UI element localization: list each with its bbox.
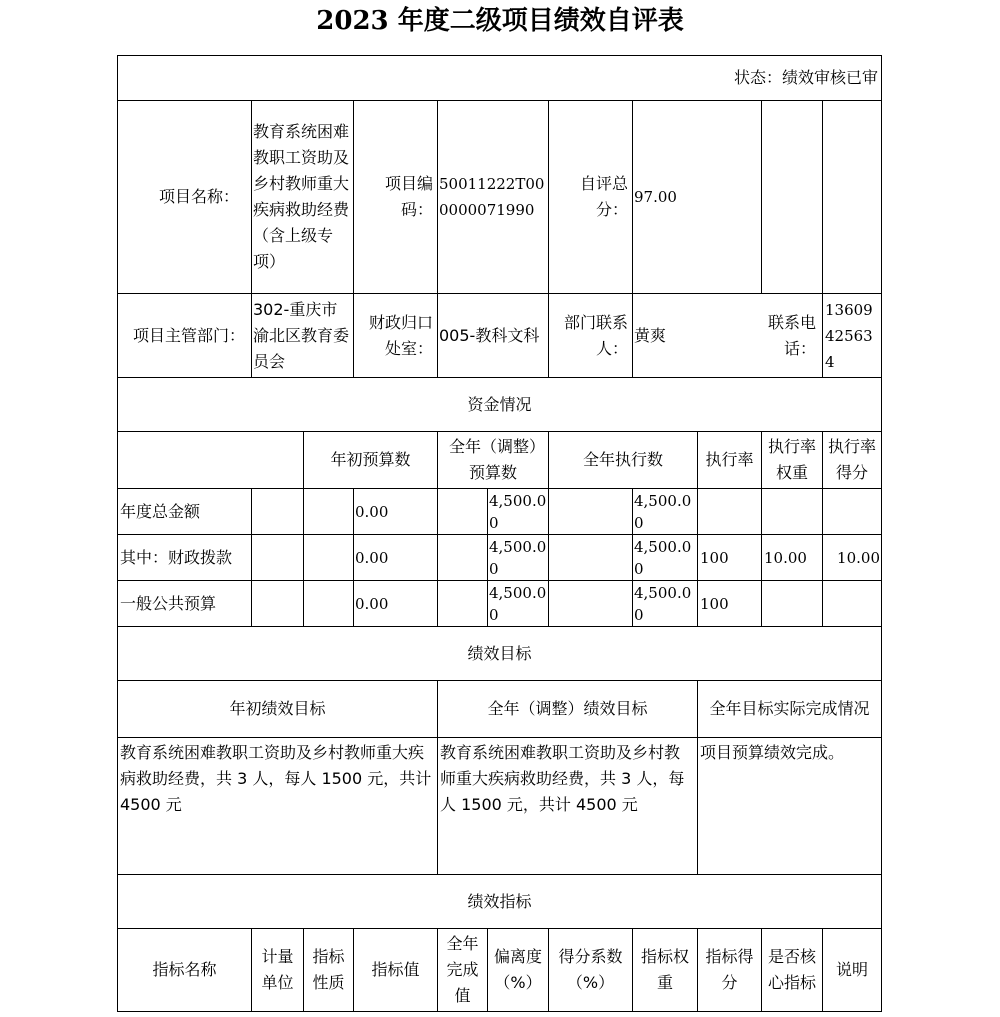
page-title: 2023 年度二级项目绩效自评表 <box>316 6 684 36</box>
indicator-header-deviation: 偏离度（%） <box>493 947 542 992</box>
project-code-label: 项目编码： <box>384 174 433 219</box>
funds-row-initial: 0.00 <box>355 502 389 521</box>
col-divider <box>251 488 252 626</box>
goals-section-title: 绩效目标 <box>467 643 532 663</box>
status-label: 状态：绩效审核已审 <box>733 68 878 87</box>
funds-row-rate <box>698 489 761 534</box>
col-divider <box>548 488 549 626</box>
funds-row-executed: 4,500.00 <box>634 491 692 532</box>
funds-row-weight <box>762 489 822 534</box>
self-score-value: 97.00 <box>634 188 677 206</box>
funds-header-exec-rate: 执行率 <box>705 450 754 469</box>
indicator-header-core: 是否核心指标 <box>767 947 816 992</box>
goals-initial-text: 教育系统困难教职工资助及乡村教师重大疾病救助经费，共 3 人，每人 1500 元，共计 4500 元 <box>120 743 432 814</box>
funds-row-label: 年度总金额 <box>120 501 201 521</box>
contact-value: 黄爽 <box>634 325 667 345</box>
funds-row-executed: 4,500.00 <box>634 537 692 578</box>
project-code-value: 50011222T000000071990 <box>439 175 545 219</box>
indicator-header-weight: 指标权重 <box>640 947 689 992</box>
indicators-section-title: 绩效指标 <box>467 891 532 911</box>
funds-row-adjusted: 4,500.00 <box>489 491 547 532</box>
funds-row-score <box>823 581 881 626</box>
col-divider <box>303 488 304 626</box>
dept-value: 302-重庆市渝北区教育委员会 <box>253 299 350 371</box>
project-name-value: 教育系统困难教职工资助及乡村教师重大疾病救助经费（含上级专项） <box>253 122 350 271</box>
funds-row-label: 一般公共预算 <box>120 593 217 613</box>
project-name-label: 项目名称： <box>158 187 239 206</box>
indicator-header-nature: 指标性质 <box>312 947 345 992</box>
funds-row-score: 10.00 <box>837 548 880 567</box>
indicator-header-score: 指标得分 <box>705 947 754 992</box>
funds-row-weight: 10.00 <box>764 548 807 567</box>
self-score-label: 自评总分： <box>579 174 628 219</box>
finance-office-value: 005-教科文科 <box>439 325 540 345</box>
table-border-right <box>881 55 882 1012</box>
funds-row-initial: 0.00 <box>355 548 389 567</box>
table-border-bottom <box>117 1011 882 1012</box>
funds-row-initial: 0.00 <box>355 594 389 613</box>
indicator-header-completion: 全年完成值 <box>446 934 479 1005</box>
contact-label: 部门联系人： <box>563 312 628 358</box>
funds-section-title: 资金情况 <box>467 394 532 414</box>
funds-row-rate: 100 <box>700 548 729 567</box>
goals-actual-text: 项目预算绩效完成。 <box>700 743 845 762</box>
goals-header-adjusted: 全年（调整）绩效目标 <box>487 699 648 718</box>
goals-header-actual: 全年目标实际完成情况 <box>709 699 870 718</box>
funds-header-exec-score: 执行率得分 <box>827 437 876 482</box>
funds-header-exec-weight: 执行率权重 <box>767 437 816 482</box>
indicator-header-note: 说明 <box>835 960 868 979</box>
funds-row-label: 其中：财政拨款 <box>120 547 233 567</box>
phone-value: 13609425634 <box>825 300 873 371</box>
col-divider <box>437 488 438 626</box>
phone-label: 联系电话： <box>767 312 816 358</box>
funds-header-adjusted-budget: 全年（调整）预算数 <box>448 437 537 482</box>
funds-row-adjusted: 4,500.00 <box>489 583 547 624</box>
goals-header-initial: 年初绩效目标 <box>229 699 326 718</box>
dept-label: 项目主管部门： <box>132 325 245 345</box>
funds-header-initial-budget: 年初预算数 <box>330 450 411 469</box>
goals-adjusted-text: 教育系统困难教职工资助及乡村教师重大疾病救助经费，共 3 人，每人 1500 元，共计 4500 元 <box>440 743 685 814</box>
funds-row-adjusted: 4,500.00 <box>489 537 547 578</box>
indicator-header-unit: 计量单位 <box>261 947 294 992</box>
finance-office-label: 财政归口处室： <box>368 312 433 358</box>
indicator-header-coefficient: 得分系数（%） <box>558 947 623 992</box>
indicator-header-name: 指标名称 <box>152 960 217 979</box>
funds-row-score <box>823 489 881 534</box>
funds-row-rate: 100 <box>700 594 729 613</box>
funds-row-executed: 4,500.00 <box>634 583 692 624</box>
col-divider <box>761 100 762 293</box>
funds-header-annual-execution: 全年执行数 <box>582 450 663 469</box>
indicator-header-value: 指标值 <box>371 960 420 979</box>
funds-row-weight <box>762 581 822 626</box>
